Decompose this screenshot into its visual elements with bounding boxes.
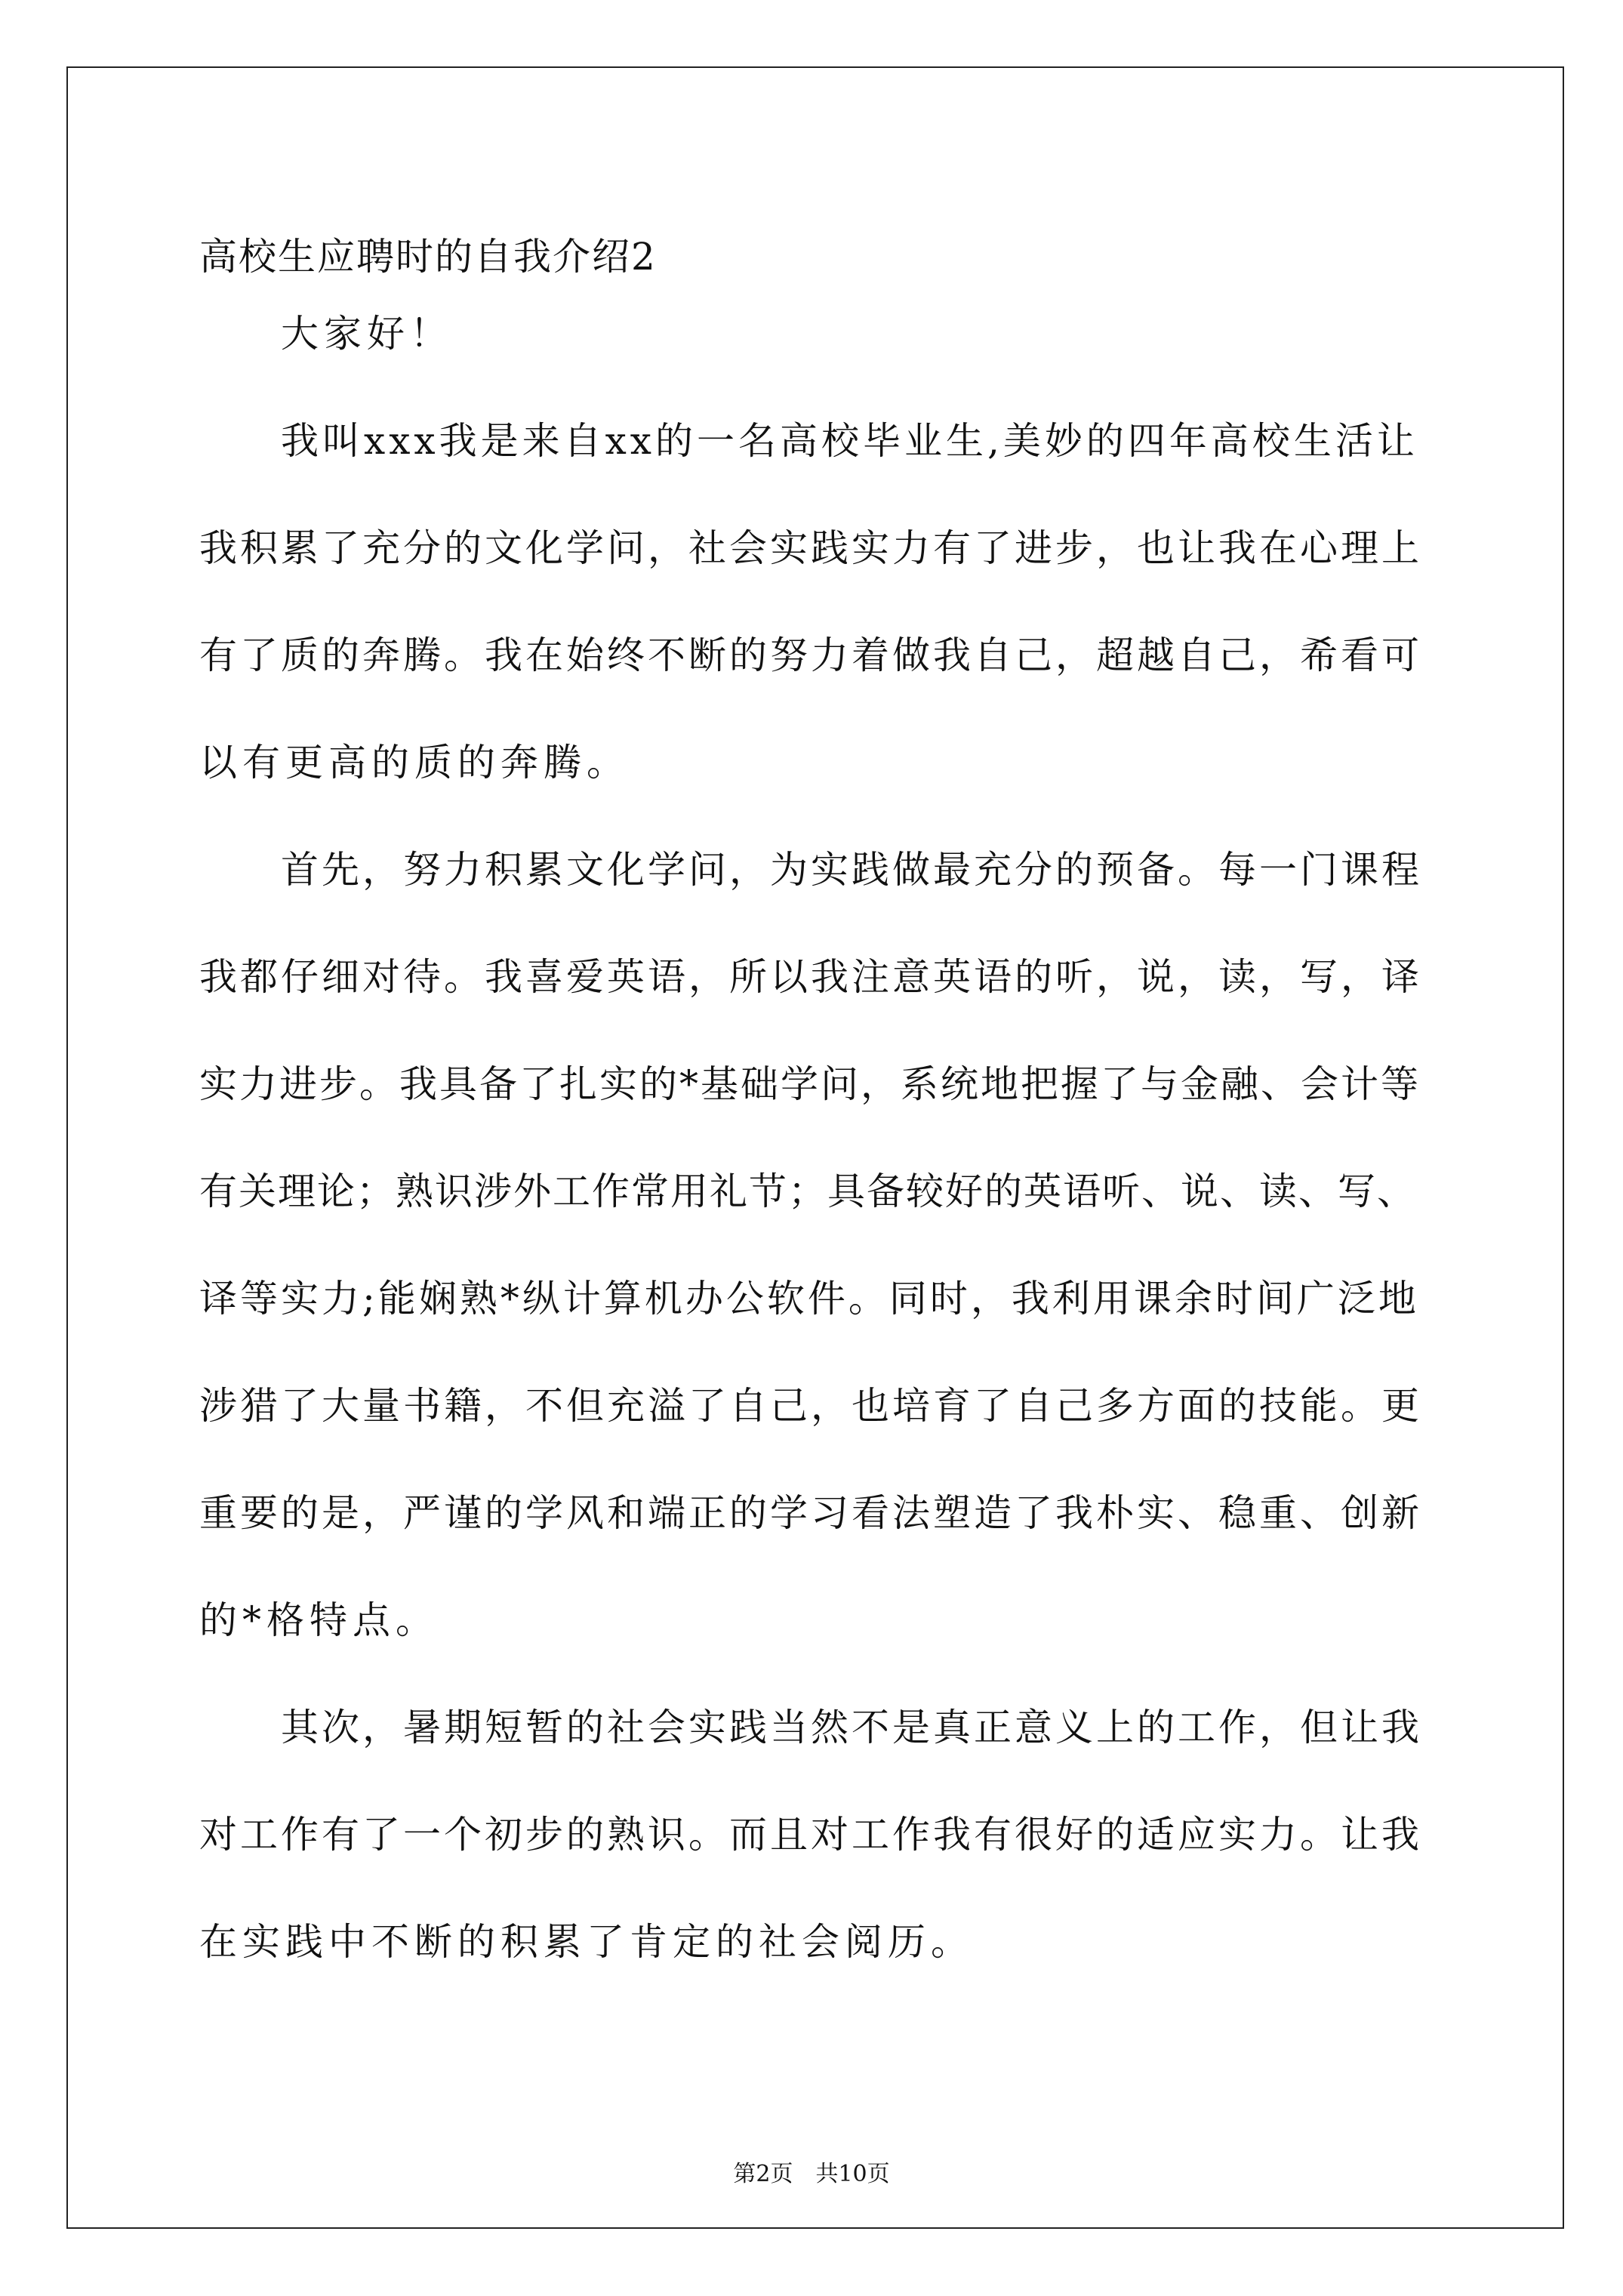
paragraph-line: 的*格特点。	[199, 1598, 439, 1642]
paragraph-line: 对工作有了一个初步的熟识。而且对工作我有很好的适应实力。让我	[199, 1813, 1422, 1857]
paragraph-line: 有关理论；熟识涉外工作常用礼节；具备较好的英语听、说、读、写、	[199, 1170, 1416, 1213]
paragraph-line: 首先，努力积累文化学问，为实践做最充分的预备。每一门课程	[281, 848, 1422, 892]
paragraph-line: 以有更高的质的奔腾。	[199, 741, 630, 784]
document-title: 高校生应聘时的自我介绍2	[199, 235, 657, 279]
page-number: 第2页 共10页	[733, 2161, 890, 2187]
paragraph-line: 重要的是，严谨的学风和端正的学习看法塑造了我朴实、稳重、创新	[199, 1491, 1422, 1535]
paragraph-line: 我积累了充分的文化学问，社会实践实力有了进步，也让我在心理上	[199, 526, 1422, 570]
paragraph-line: 我都仔细对待。我喜爱英语，所以我注意英语的听，说，读，写，译	[199, 955, 1422, 999]
paragraph-line: 有了质的奔腾。我在始终不断的努力着做我自己，超越自己，希看可	[199, 633, 1422, 677]
page-border	[66, 66, 1564, 2229]
paragraph-line: 在实践中不断的积累了肯定的社会阅历。	[199, 1920, 974, 1964]
paragraph-line: 涉猎了大量书籍，不但充溢了自己，也培育了自己多方面的技能。更	[199, 1384, 1422, 1428]
paragraph-line: 译等实力;能娴熟*纵计算机办公软件。同时，我利用课余时间广泛地	[199, 1277, 1419, 1321]
paragraph-line: 其次，暑期短暂的社会实践当然不是真正意义上的工作，但让我	[281, 1706, 1422, 1749]
greeting-line: 大家好！	[281, 312, 453, 356]
paragraph-line: 实力进步。我具备了扎实的*基础学问，系统地把握了与金融、会计等	[199, 1062, 1421, 1106]
paragraph-line: 我叫xxx我是来自xx的一名高校毕业生,美妙的四年高校生活让	[281, 419, 1418, 463]
